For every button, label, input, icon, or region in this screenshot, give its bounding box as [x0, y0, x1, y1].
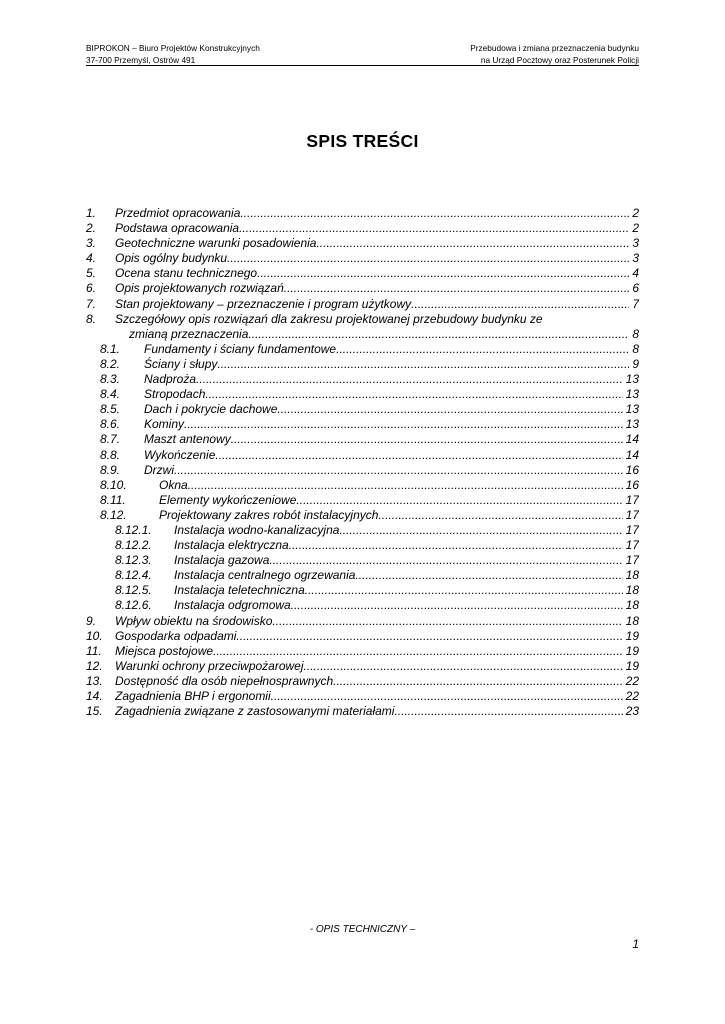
- toc-entry-leader: [144, 417, 639, 432]
- toc-entry: [86, 493, 639, 508]
- header-project-line2: na Urząd Pocztowy oraz Posterunek Policji: [480, 54, 639, 65]
- toc-entry-title: Instalacja gazowa: [174, 553, 270, 568]
- toc-dot-leader: [355, 568, 622, 583]
- toc-entry-leader: [174, 583, 639, 598]
- toc-entry-number: 8.7.: [100, 432, 121, 447]
- toc-dot-leader: [316, 236, 629, 251]
- header-address: 37-700 Przemyśl, Ostrów 491: [86, 54, 196, 65]
- toc-entry-title: Warunki ochrony przeciwpożarowej: [115, 658, 304, 673]
- toc-entry-number: 11.: [86, 643, 102, 658]
- toc-dot-leader: [213, 644, 623, 659]
- header-left: [86, 43, 260, 66]
- toc-entry-leader: [144, 432, 639, 447]
- table-of-contents: [86, 206, 639, 719]
- toc-dot-leader: [236, 629, 622, 644]
- toc-dot-leader: [269, 553, 622, 568]
- toc-dot-leader: [184, 417, 623, 432]
- toc-entry-title: Stropodach: [144, 387, 206, 402]
- toc-entry: [86, 508, 639, 523]
- toc-entry: [86, 629, 639, 644]
- toc-entry: [86, 478, 639, 493]
- toc-entry-number: 8.12.6.: [115, 598, 152, 613]
- toc-entry: [86, 312, 639, 327]
- toc-entry-number: 6.: [86, 281, 97, 296]
- toc-entry: [86, 463, 639, 478]
- toc-entry-leader: [115, 206, 639, 221]
- toc-entry-leader: [144, 387, 639, 402]
- toc-entry-leader: [115, 704, 639, 719]
- toc-entry-page: 19: [625, 643, 639, 658]
- toc-entry-title-cont: zmianą przeznaczenia: [129, 326, 249, 341]
- toc-entry: [86, 221, 639, 236]
- toc-entry-page: 17: [625, 538, 639, 553]
- toc-entry: [86, 281, 639, 296]
- toc-entry: [86, 553, 639, 568]
- toc-entry-title: Okna: [159, 477, 188, 492]
- toc-entry-number: 13.: [86, 673, 103, 688]
- toc-entry-number: 12.: [86, 658, 103, 673]
- toc-entry-title: Drzwi: [144, 462, 174, 477]
- toc-entry-title: Instalacja odgromowa: [174, 598, 291, 613]
- toc-dot-leader: [289, 538, 623, 553]
- toc-dot-leader: [240, 206, 629, 221]
- toc-entry: [86, 236, 639, 251]
- toc-entry-page: 9: [632, 356, 639, 371]
- toc-entry-number: 8.12.2.: [115, 538, 152, 553]
- toc-entry: [86, 297, 639, 312]
- toc-entry: [86, 266, 639, 281]
- toc-entry-page: 17: [625, 553, 639, 568]
- toc-entry-page: 18: [625, 583, 639, 598]
- toc-dot-leader: [257, 266, 629, 281]
- toc-entry-number: 8.12.5.: [115, 583, 152, 598]
- toc-entry: [86, 417, 639, 432]
- toc-entry-leader: [159, 493, 639, 508]
- toc-entry-title: Ocena stanu technicznego: [115, 266, 258, 281]
- toc-entry-number: 15.: [86, 704, 103, 719]
- toc-entry-leader: [115, 266, 639, 281]
- toc-entry: [86, 538, 639, 553]
- toc-dot-leader: [272, 614, 622, 629]
- toc-entry-number: 8.12.4.: [115, 568, 152, 583]
- toc-entry-leader: [115, 236, 639, 251]
- toc-entry-title: Stan projektowany – przeznaczenie i program użytkowy: [115, 296, 412, 311]
- toc-entry-number: 14.: [86, 689, 103, 703]
- toc-dot-leader: [305, 583, 623, 598]
- toc-entry-leader: [174, 523, 639, 538]
- toc-entry-title: Nadproża: [144, 372, 197, 387]
- toc-entry-leader: [115, 251, 639, 266]
- toc-entry-leader: [115, 659, 639, 674]
- toc-entry-title: Instalacja teletechniczna: [174, 583, 305, 598]
- toc-entry-number: 8.3.: [100, 372, 121, 387]
- page-number: 1: [632, 937, 639, 951]
- toc-entry-number: 8.12.3.: [115, 553, 152, 568]
- toc-entry-title: Przedmiot opracowania: [115, 206, 241, 220]
- header-company: BIPROKON – Biuro Projektów Konstrukcyjnych: [86, 43, 260, 53]
- toc-entry-page: 23: [625, 704, 639, 719]
- toc-dot-leader: [277, 402, 622, 417]
- toc-entry: [86, 704, 639, 719]
- toc-entry-page: 13: [625, 372, 639, 387]
- toc-entry: [86, 357, 639, 372]
- toc-entry-page: 18: [625, 568, 639, 583]
- toc-entry-number: 9.: [86, 613, 97, 628]
- toc-entry-number: 8.11.: [100, 492, 126, 507]
- toc-entry-page: 16: [625, 462, 639, 477]
- toc-entry: [86, 342, 639, 357]
- toc-entry-leader: [144, 342, 639, 357]
- toc-entry-number: 8.1.: [100, 341, 121, 356]
- toc-entry-title: Geotechniczne warunki posadowienia: [115, 236, 317, 251]
- toc-entry: [86, 583, 639, 598]
- toc-entry-leader: [115, 629, 639, 644]
- toc-dot-leader: [227, 251, 629, 266]
- toc-entry-page: 3: [632, 236, 639, 251]
- toc-entry-title: Gospodarka odpadami: [115, 628, 237, 643]
- page-title: SPIS TREŚCI: [306, 131, 419, 151]
- toc-entry: [86, 659, 639, 674]
- toc-entry-page: 17: [625, 522, 639, 537]
- toc-entry-title: Wykończenie: [144, 447, 216, 462]
- toc-entry: [86, 432, 639, 447]
- toc-entry-leader: [144, 402, 639, 417]
- toc-dot-leader: [284, 281, 630, 296]
- toc-entry-page: 8: [632, 341, 639, 356]
- toc-entry-title: Szczegółowy opis rozwiązań dla zakresu projektowanej przebudowy budynku ze: [115, 311, 543, 326]
- toc-entry-leader: [115, 689, 639, 704]
- toc-dot-leader: [188, 478, 623, 493]
- toc-entry-number: 8.4.: [100, 387, 121, 402]
- toc-dot-leader: [215, 448, 622, 463]
- toc-entry-number: 7.: [86, 296, 97, 311]
- toc-dot-leader: [378, 508, 622, 523]
- toc-entry-leader: [159, 508, 639, 523]
- toc-entry-leader: [144, 463, 639, 478]
- toc-dot-leader: [339, 523, 622, 538]
- toc-entry-page: 13: [625, 417, 639, 432]
- toc-entry-number: 8.10.: [100, 477, 127, 492]
- toc-dot-leader: [304, 659, 623, 674]
- toc-entry-page: 13: [625, 402, 639, 417]
- toc-entry-title: Maszt antenowy: [144, 432, 231, 447]
- toc-dot-leader: [271, 689, 623, 704]
- toc-entry-number: 5.: [86, 266, 97, 281]
- toc-entry-title: Miejsca postojowe: [115, 643, 214, 658]
- footer-label: - OPIS TECHNICZNY –: [309, 924, 416, 935]
- toc-entry-title: Opis ogólny budynku: [115, 251, 228, 266]
- toc-entry-page: 17: [625, 492, 639, 507]
- toc-entry-number: 2.: [86, 221, 97, 236]
- toc-entry: [86, 689, 639, 704]
- toc-entry-page: 18: [625, 598, 639, 613]
- toc-entry-title: Instalacja centralnego ogrzewania: [174, 568, 356, 583]
- toc-entry-page: 18: [625, 613, 639, 628]
- toc-entry: [86, 674, 639, 689]
- toc-dot-leader: [394, 704, 622, 719]
- toc-entry-leader: [115, 674, 639, 689]
- toc-entry-page: 17: [625, 507, 639, 522]
- toc-entry-title: Dach i pokrycie dachowe: [144, 402, 278, 417]
- toc-entry-title: Kominy: [144, 417, 185, 432]
- toc-entry-page: 8: [632, 326, 639, 341]
- header-divider: [86, 65, 639, 66]
- toc-entry-title: Fundamenty i ściany fundamentowe: [144, 341, 337, 356]
- toc-entry-number: 8.5.: [100, 402, 121, 417]
- toc-entry-page: 6: [632, 281, 639, 296]
- toc-entry-continuation: [86, 327, 639, 342]
- toc-entry-title: Zagadnienia BHP i ergonomii: [115, 689, 271, 703]
- toc-entry: [86, 598, 639, 613]
- toc-entry-number: 8.8.: [100, 447, 121, 462]
- toc-entry-page: 4: [632, 266, 639, 281]
- toc-entry-leader: [144, 372, 639, 387]
- toc-entry-number: 8.9.: [100, 462, 121, 477]
- toc-entry-number: 8.: [86, 311, 97, 326]
- toc-entry-leader: [115, 614, 639, 629]
- toc-entry-leader: [115, 644, 639, 659]
- toc-entry-number: 3.: [86, 236, 97, 251]
- toc-entry-leader: [144, 448, 639, 463]
- toc-dot-leader: [296, 493, 622, 508]
- toc-dot-leader: [291, 598, 623, 613]
- toc-entry-title: Wpływ obiektu na środowisko: [115, 613, 273, 628]
- toc-entry-title: Instalacja elektryczna: [174, 538, 289, 553]
- toc-entry-page: 22: [625, 673, 639, 688]
- toc-dot-leader: [248, 327, 629, 342]
- toc-entry: [86, 251, 639, 266]
- toc-entry-page: 19: [625, 628, 639, 643]
- toc-entry-page: 19: [625, 658, 639, 673]
- toc-entry-leader: [174, 568, 639, 583]
- toc-entry-title: Elementy wykończeniowe: [159, 492, 297, 507]
- toc-dot-leader: [411, 297, 629, 312]
- toc-entry-leader: [144, 357, 639, 372]
- toc-entry-page: 7: [632, 296, 639, 311]
- toc-entry-title: Ściany i słupy: [144, 356, 218, 371]
- toc-entry-page: 3: [632, 251, 639, 266]
- toc-entry-page: 2: [632, 221, 639, 236]
- toc-entry-title: Projektowany zakres robót instalacyjnych: [159, 507, 379, 522]
- toc-entry: [86, 387, 639, 402]
- header-right: [470, 43, 639, 66]
- toc-entry-title: Dostępność dla osób niepełnosprawnych: [115, 673, 334, 688]
- toc-entry-title: Podstawa opracowania: [115, 221, 240, 236]
- toc-entry-number: 8.2.: [100, 356, 121, 371]
- toc-dot-leader: [336, 342, 629, 357]
- toc-entry: [86, 448, 639, 463]
- toc-entry-leader: [159, 478, 639, 493]
- toc-entry-leader: [174, 553, 639, 568]
- toc-entry: [86, 523, 639, 538]
- toc-entry-page: 16: [625, 477, 639, 492]
- toc-entry: [86, 644, 639, 659]
- toc-entry-number: 8.12.1.: [115, 522, 152, 537]
- toc-entry-page: 13: [625, 387, 639, 402]
- toc-entry-page: 14: [625, 447, 639, 462]
- toc-dot-leader: [231, 432, 623, 447]
- toc-entry-page: 2: [632, 206, 639, 220]
- toc-entry-page: 22: [625, 689, 639, 703]
- toc-dot-leader: [196, 372, 623, 387]
- toc-entry-number: 8.12.: [100, 507, 127, 522]
- toc-entry-title: Zagadnienia związane z zastosowanymi materiałami: [115, 704, 395, 719]
- toc-entry: [86, 402, 639, 417]
- toc-entry-leader: [174, 598, 639, 613]
- toc-entry-number: 10.: [86, 628, 103, 643]
- toc-entry-leader: [115, 221, 639, 236]
- toc-entry-leader: [115, 297, 639, 312]
- toc-entry: [86, 206, 639, 221]
- toc-entry: [86, 372, 639, 387]
- toc-entry-number: 4.: [86, 251, 97, 266]
- toc-dot-leader: [174, 463, 623, 478]
- toc-entry-leader: [115, 281, 639, 296]
- header-project-line1: Przebudowa i zmiana przeznaczenia budynku: [470, 43, 639, 53]
- toc-dot-leader: [217, 357, 629, 372]
- toc-entry: [86, 614, 639, 629]
- toc-entry-title: Opis projektowanych rozwiązań: [115, 281, 284, 296]
- toc-entry-leader: [129, 327, 639, 342]
- toc-entry-title: Instalacja wodno-kanalizacyjna: [174, 522, 340, 537]
- toc-entry-number: 8.6.: [100, 417, 121, 432]
- toc-dot-leader: [205, 387, 622, 402]
- toc-dot-leader: [239, 221, 629, 236]
- toc-entry-page: 14: [625, 432, 639, 447]
- toc-entry-number: 1.: [86, 206, 97, 220]
- toc-dot-leader: [333, 674, 623, 689]
- toc-entry-leader: [174, 538, 639, 553]
- toc-entry: [86, 568, 639, 583]
